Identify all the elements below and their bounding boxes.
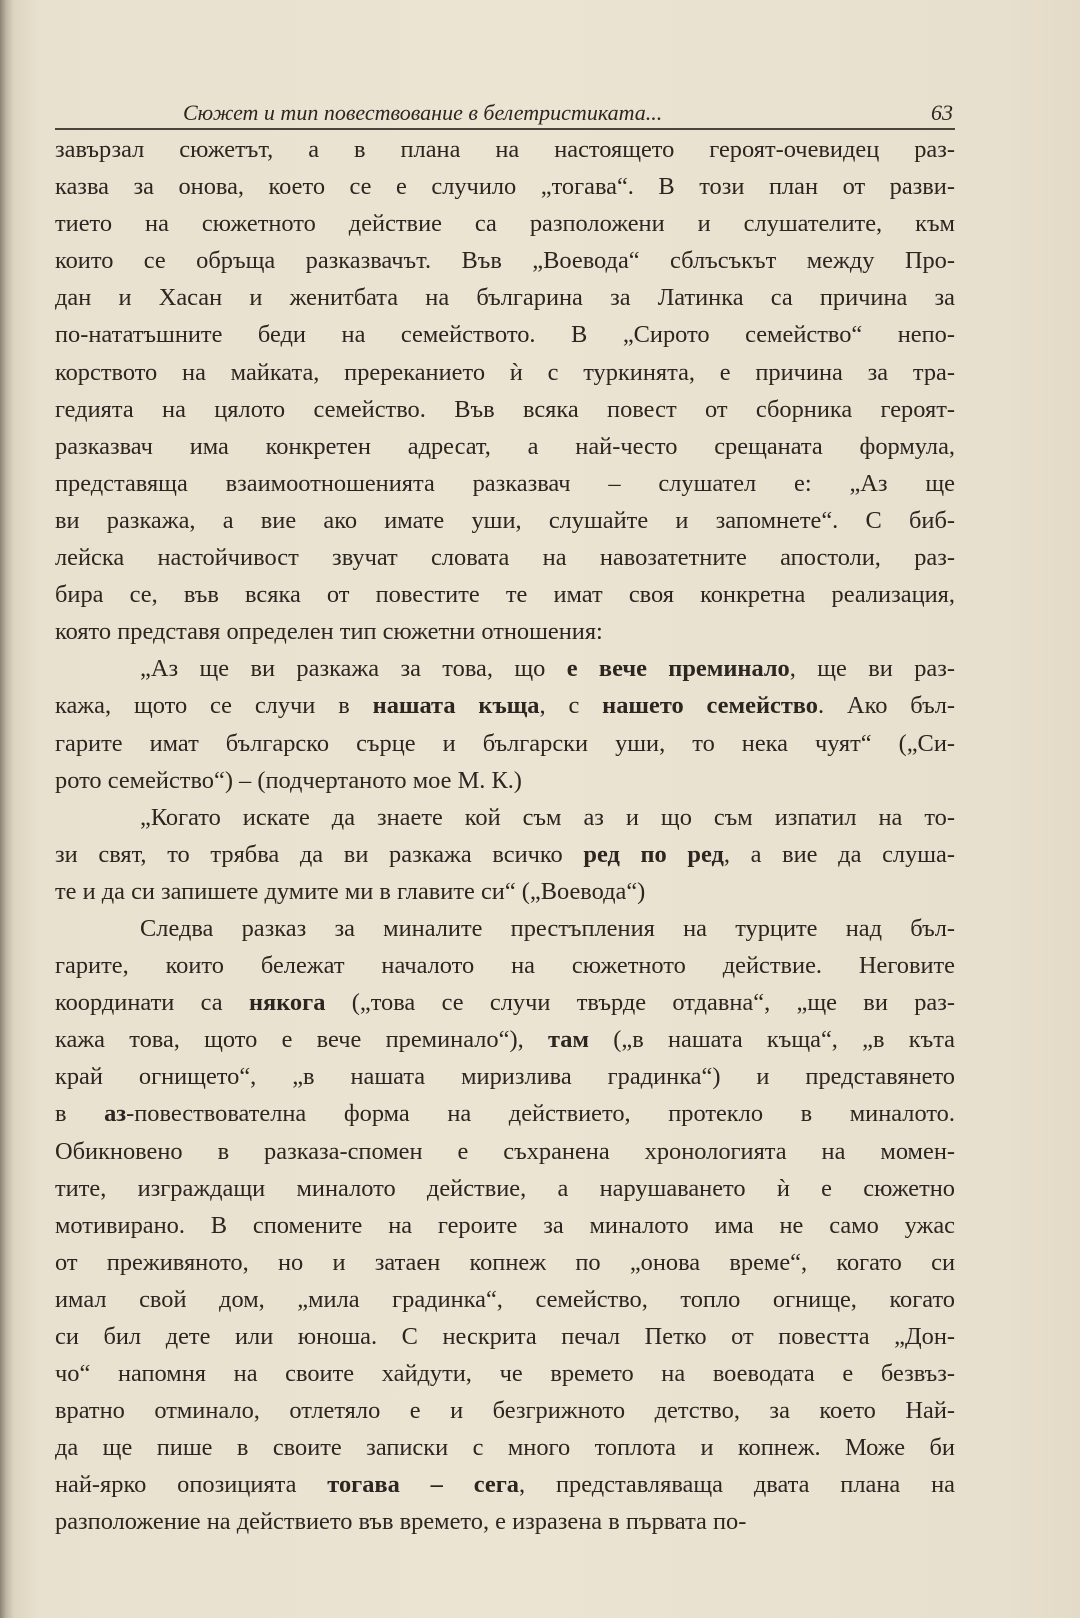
- emphasis-text: ред по ред: [583, 840, 724, 868]
- text-segment: Обикновено в разказа-спомен е съхранена хронологията на момен-: [55, 1137, 955, 1165]
- text-segment: („това се случи твърде отдавна“, „ще ви раз-: [325, 989, 955, 1017]
- emphasis-text: нашата къща: [372, 692, 540, 720]
- text-line: [55, 1170, 955, 1207]
- text-line: [55, 984, 955, 1021]
- running-title: Сюжет и тип повествование в белетристиката...: [183, 100, 663, 125]
- text-line: [55, 1244, 955, 1281]
- emphasis-text: тогава – сега: [327, 1471, 519, 1499]
- text-segment: имал свой дом, „мила градинка“, семейство, топло огнище, когато: [55, 1285, 955, 1313]
- text-line: [55, 428, 955, 465]
- emphasis-text: някога: [248, 989, 326, 1017]
- text-segment: „Когато искате да знаете кой съм аз и що съм изпатил на то-: [140, 803, 955, 831]
- text-segment: , а вие да слуша-: [723, 840, 956, 868]
- emphasis-text: е вече преминало: [566, 655, 790, 683]
- text-line: [55, 1429, 955, 1466]
- text-line: [55, 539, 955, 576]
- text-line: [55, 650, 955, 687]
- text-line: [55, 1207, 955, 1244]
- text-line: [55, 1058, 955, 1095]
- text-line: [55, 205, 955, 242]
- text-line: [55, 279, 955, 316]
- text-segment: от преживяното, но и затаен копнеж по „онова време“, когато си: [55, 1248, 955, 1276]
- text-line: [55, 576, 955, 613]
- emphasis-text: нашето семейство: [602, 692, 819, 720]
- text-segment: разположение на действието във времето, е изразена в първата по-: [55, 1508, 747, 1536]
- text-line: [55, 762, 955, 799]
- text-segment: („в нашата къща“, „в къта: [589, 1026, 955, 1054]
- text-segment: гарите, които бележат началото на сюжетното действие. Неговите: [55, 952, 955, 980]
- body-text: [55, 131, 955, 1541]
- text-line: [55, 947, 955, 984]
- text-segment: дан и Хасан и женитбата на българина за Латинка са причина за: [55, 284, 955, 312]
- text-segment: „Аз ще ви разкажа за това, що: [140, 655, 567, 683]
- text-segment: , с: [539, 692, 603, 720]
- text-segment: корството на майката, пререканието ѝ с туркинята, е причина за тра-: [55, 358, 955, 386]
- text-segment: лейска настойчивост звучат словата на навозатетните апостоли, раз-: [55, 544, 955, 572]
- text-line: [55, 1503, 955, 1540]
- text-line: [55, 502, 955, 539]
- text-segment: гарите имат българско сърце и български уши, то нека чуят“ („Си-: [55, 729, 955, 757]
- text-segment: ви разкажа, а вие ако имате уши, слушайте и запомнете“. С биб-: [55, 506, 955, 534]
- text-line: [55, 391, 955, 428]
- text-segment: вратно отминало, отлетяло е и безгрижното детство, за което Най-: [55, 1397, 955, 1425]
- text-line: [55, 168, 955, 205]
- text-line: [55, 316, 955, 353]
- text-line: [55, 687, 955, 724]
- page-number: 63: [931, 100, 953, 125]
- text-segment: зи свят, то трябва да ви разкажа всичко: [55, 840, 584, 868]
- text-line: [55, 613, 955, 650]
- text-line: [55, 1355, 955, 1392]
- text-segment: в: [55, 1100, 105, 1128]
- text-line: [55, 799, 955, 836]
- text-line: [55, 354, 955, 391]
- text-segment: бира се, във всяка от повестите те имат своя конкретна реализация,: [55, 581, 955, 609]
- text-segment: си бил дете или юноша. С нескрита печал Петко от повестта „Дон-: [55, 1323, 955, 1350]
- text-line: [55, 1281, 955, 1318]
- text-segment: тието на сюжетното действие са разположени и слушателите, към: [55, 210, 955, 238]
- text-segment: кажа, щото се случи в: [55, 692, 373, 720]
- running-header: [55, 92, 955, 130]
- text-segment: рото семейство“) – (подчертаното мое М. К.): [55, 766, 522, 794]
- text-segment: представяща взаимоотношенията разказвач – слушател е: „Аз ще: [55, 469, 955, 497]
- text-segment: която представя определен тип сюжетни отношения:: [55, 618, 603, 646]
- text-segment: , ще ви раз-: [789, 655, 955, 683]
- text-segment: тите, изграждащи миналото действие, а нарушаването ѝ е сюжетно: [55, 1174, 955, 1202]
- text-line: [55, 131, 955, 168]
- text-segment: по-нататъшните беди на семейството. В „Сирото семейство“ непо-: [55, 321, 955, 349]
- text-segment: Следва разказ за миналите престъпления на турците над бъл-: [140, 914, 955, 942]
- emphasis-text: там: [547, 1026, 590, 1054]
- text-line: [55, 1318, 955, 1355]
- text-segment: край огнището“, „в нашата миризлива градинка“) и представянето: [55, 1063, 955, 1091]
- text-line: [55, 1392, 955, 1429]
- text-segment: , представляваща двата плана на: [518, 1471, 955, 1499]
- text-line: [55, 1466, 955, 1503]
- text-segment: те и да си запишете думите ми в главите си“ („Воевода“): [55, 877, 646, 905]
- text-segment: -повествователна форма на действието, протекло в миналото.: [126, 1100, 955, 1128]
- text-segment: завързал сюжетът, а в плана на настоящето героят-очевидец раз-: [55, 136, 955, 163]
- text-segment: . Ако бъл-: [818, 692, 955, 720]
- text-segment: разказвач има конкретен адресат, а най-често срещаната формула,: [55, 432, 955, 460]
- text-segment: чо“ напомня на своите хайдути, че времето на воеводата е безвъз-: [55, 1360, 955, 1388]
- emphasis-text: аз: [104, 1100, 127, 1128]
- text-line: [55, 1133, 955, 1170]
- text-line: [55, 1095, 955, 1132]
- text-line: [55, 465, 955, 502]
- text-line: [55, 725, 955, 762]
- text-segment: да ще пише в своите записки с много топлота и копнеж. Може би: [55, 1434, 955, 1462]
- text-segment: най-ярко опозицията: [55, 1471, 328, 1499]
- text-line: [55, 1021, 955, 1058]
- text-segment: координати са: [55, 989, 249, 1017]
- text-segment: които се обръща разказвачът. Във „Воевода“ сблъсъкът между Про-: [55, 247, 955, 275]
- text-segment: казва за онова, което се е случило „тогава“. В този план от разви-: [55, 173, 955, 201]
- text-segment: мотивирано. В спомените на героите за миналото има не само ужас: [55, 1211, 955, 1239]
- text-segment: гедията на цялото семейство. Във всяка повест от сборника героят-: [55, 395, 955, 423]
- text-line: [55, 836, 955, 873]
- text-line: [55, 242, 955, 279]
- text-line: [55, 910, 955, 947]
- text-line: [55, 873, 955, 910]
- text-segment: кажа това, щото е вече преминало“),: [55, 1026, 548, 1054]
